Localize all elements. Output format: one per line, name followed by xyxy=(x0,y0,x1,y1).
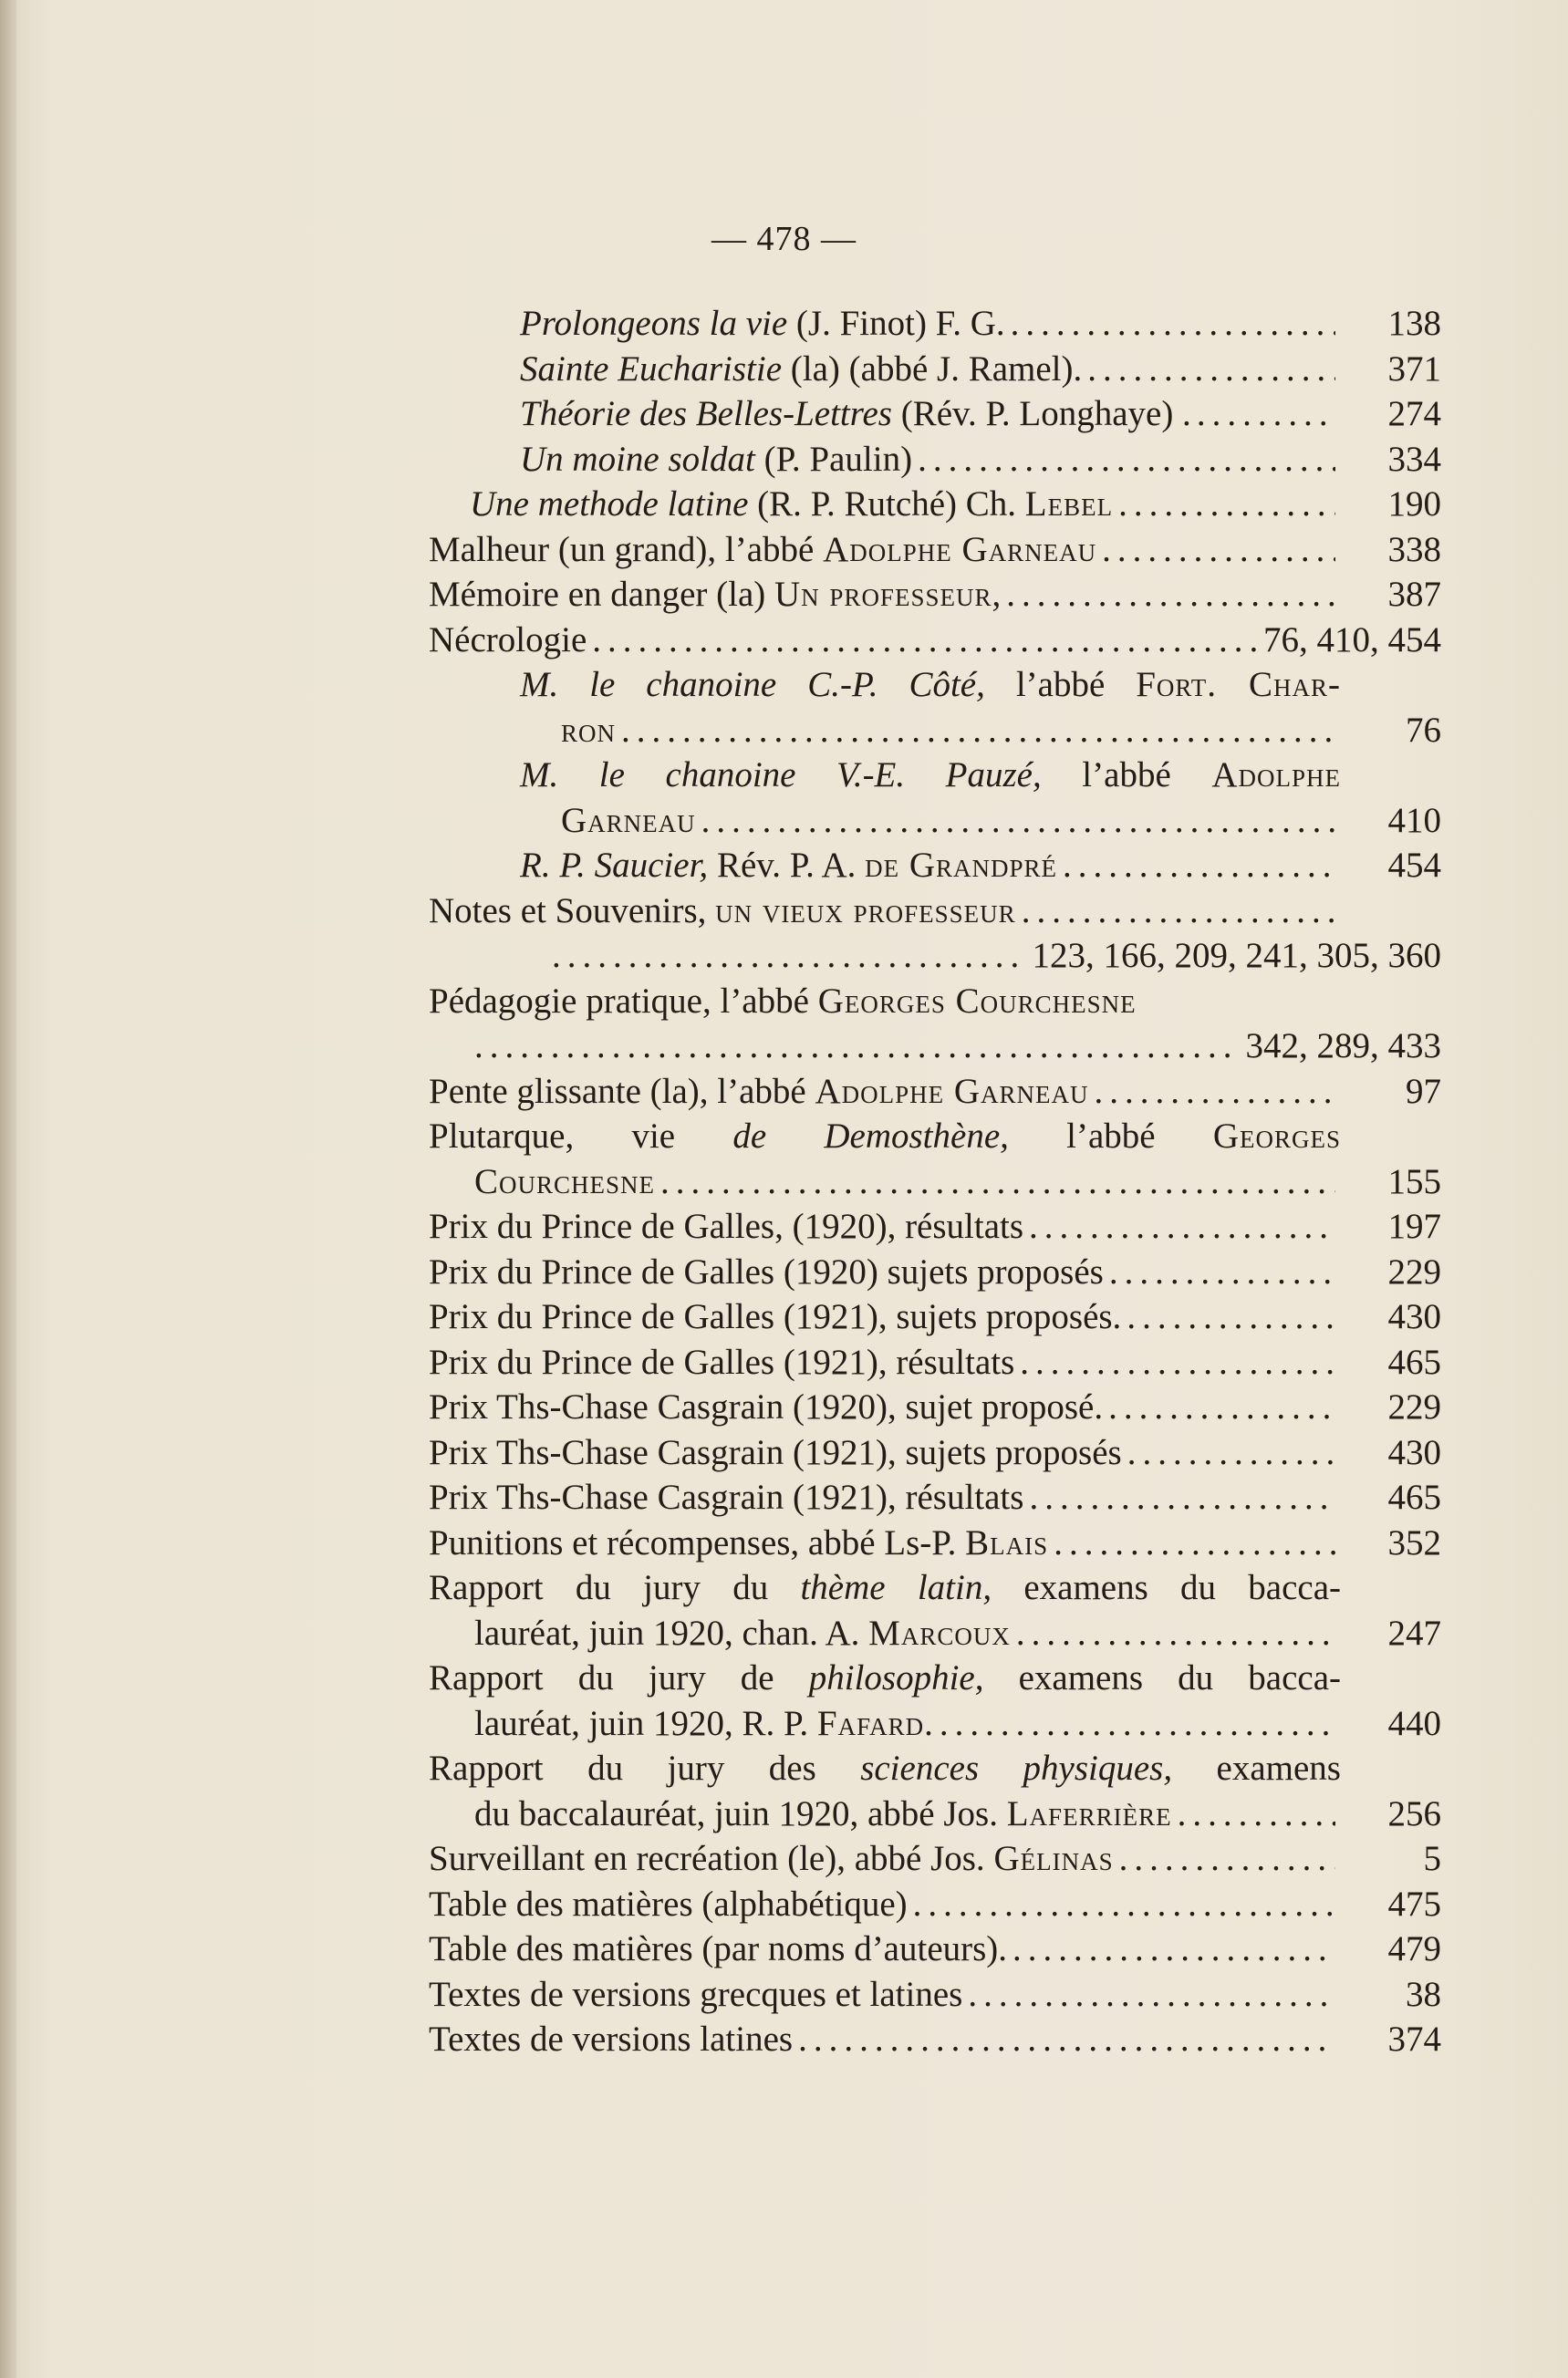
entry-text: Malheur (un grand), l’abbé xyxy=(429,529,824,569)
author-name: Adolphe Garneau xyxy=(815,1071,1089,1111)
entry-text: (Rév. P. Longhaye) . xyxy=(891,394,1191,433)
page-ref: 256 xyxy=(1387,1793,1441,1833)
dot-leader xyxy=(660,1159,1335,1205)
page-refs: 76, 410, 454 xyxy=(1263,619,1441,659)
dot-leader xyxy=(474,1023,1241,1069)
toc-entry-table-2 xyxy=(429,1926,1441,1972)
toc-entry-malheur xyxy=(429,527,1441,573)
dot-leader xyxy=(1109,1250,1335,1295)
dot-leader xyxy=(1022,888,1335,934)
dot-leader xyxy=(1063,843,1335,888)
toc-entry-prix-2 xyxy=(429,1250,1441,1295)
entry-text: Notes et Souvenirs, xyxy=(429,890,716,930)
dot-leader xyxy=(552,933,1027,979)
page-ref: 76 xyxy=(1406,710,1441,750)
author-name: Blais xyxy=(965,1522,1049,1563)
entry-title: philosophie, xyxy=(808,1658,984,1698)
entry-text: Pédagogie pratique, l’abbé xyxy=(429,981,818,1021)
entry-text: Nécrologie xyxy=(429,619,587,659)
toc-entry-pedagogie-line1 xyxy=(429,979,1441,1024)
binding-edge xyxy=(0,0,16,2378)
dot-leader xyxy=(1118,482,1335,527)
entry-text: Prix Ths-Chase Casgrain (1920), sujet proposé. xyxy=(429,1387,1104,1427)
entry-title: Théorie des Belles-Lettres xyxy=(520,394,892,433)
entry-title: R. P. Saucier, xyxy=(520,846,709,885)
page-ref: 475 xyxy=(1387,1884,1441,1924)
page-ref: 465 xyxy=(1387,1342,1441,1382)
toc-entry-prix-4 xyxy=(429,1340,1441,1386)
entry-text: Textes de versions grecques et latines xyxy=(429,1974,963,2014)
page-ref: 155 xyxy=(1387,1161,1441,1201)
page-number: — 478 — xyxy=(711,220,857,258)
entry-text: Surveillant en recréation (le), abbé Jos. xyxy=(429,1839,994,1878)
entry-text: Prix du Prince de Galles, (1920), résultats xyxy=(429,1207,1024,1246)
entry-text: Rapport du jury des xyxy=(429,1749,861,1788)
dot-leader xyxy=(1095,1069,1335,1115)
page-ref: 387 xyxy=(1387,575,1441,614)
author-name: Garneau xyxy=(561,800,696,840)
author-name: Courchesne xyxy=(474,1161,656,1201)
toc-entry-cote-line2 xyxy=(429,708,1441,753)
toc-entry-plutarque-line1 xyxy=(429,1114,1441,1159)
toc-entry-pente xyxy=(429,1069,1441,1115)
toc-entry-pauze-line1 xyxy=(429,753,1441,798)
toc-entry-rapport2-line1 xyxy=(429,1656,1441,1701)
dot-leader xyxy=(1011,301,1335,347)
author-name: Georges Courchesne xyxy=(817,981,1137,1021)
toc-entry-pauze-line2 xyxy=(429,798,1441,844)
entry-text: Textes de versions latines xyxy=(429,2020,794,2059)
entry-title: sciences physiques, xyxy=(860,1749,1173,1788)
toc-entry-notes-line2 xyxy=(429,933,1441,979)
author-name: Adolphe Garneau xyxy=(823,529,1097,569)
dot-leader xyxy=(968,1972,1335,2018)
dot-leader xyxy=(1108,1385,1335,1430)
entry-text: Table des matières (par noms d’auteurs). xyxy=(429,1929,1008,1968)
toc-entry-table-1 xyxy=(429,1882,1441,1927)
toc-entry-prix-1 xyxy=(429,1204,1441,1250)
toc-entry-notes-line1 xyxy=(429,888,1441,934)
toc-entry-cote-line1 xyxy=(429,662,1441,708)
toc-entry-moine xyxy=(429,437,1441,483)
page-ref: 430 xyxy=(1387,1432,1441,1472)
entry-text: Mémoire en danger (la) xyxy=(429,575,774,614)
toc-entry-theorie xyxy=(429,391,1441,437)
author-name: ron xyxy=(561,710,617,750)
page-ref: 454 xyxy=(1387,846,1441,885)
toc-entry-surveillant xyxy=(429,1836,1441,1882)
entry-text: (la) (abbé J. Ramel). xyxy=(782,348,1083,389)
toc-entry-prolongeons xyxy=(429,301,1441,347)
page-ref: 97 xyxy=(1406,1071,1441,1111)
toc-entry-saucier xyxy=(429,843,1441,888)
toc-entry-pedagogie-line2 xyxy=(429,1023,1441,1069)
toc-entry-punitions xyxy=(429,1521,1441,1566)
dot-leader xyxy=(1054,1521,1335,1566)
dot-leader xyxy=(940,1701,1335,1747)
toc-entry-necrologie xyxy=(429,618,1441,663)
page-ref: 190 xyxy=(1387,484,1441,524)
page-ref: 229 xyxy=(1387,1387,1441,1427)
entry-title: M. le chanoine C.-P. Côté, xyxy=(520,665,985,704)
entry-text: lauréat, juin 1920, R. P. xyxy=(474,1703,817,1743)
dot-leader xyxy=(1029,1475,1335,1521)
entry-text: du baccalauréat, juin 1920, abbé Jos. xyxy=(474,1793,1007,1833)
toc-entry-rapport3-line1 xyxy=(429,1746,1441,1791)
entry-title: de Demosthène, xyxy=(732,1116,1009,1156)
page-ref: 440 xyxy=(1387,1703,1441,1743)
dot-leader xyxy=(1119,1836,1335,1882)
entry-text: (R. P. Rutché) Ch. xyxy=(748,484,1025,524)
author-name: Adolphe xyxy=(1211,755,1341,794)
entry-title: Une methode latine xyxy=(470,484,749,524)
entry-text: (P. Paulin) xyxy=(754,439,913,479)
entry-text: Prix du Prince de Galles (1921), résultats xyxy=(429,1342,1015,1382)
dot-leader xyxy=(1087,347,1335,392)
page-refs: 342, 289, 433 xyxy=(1245,1026,1441,1065)
page-ref: 5 xyxy=(1423,1839,1441,1878)
entry-text: Rapport du jury de xyxy=(429,1658,809,1698)
dot-leader xyxy=(1102,527,1335,573)
author-name: Marcoux xyxy=(868,1613,1011,1653)
page-ref: 38 xyxy=(1406,1974,1441,2014)
author-name: Georges xyxy=(1212,1116,1341,1156)
dot-leader xyxy=(1197,391,1335,437)
page-ref: 479 xyxy=(1387,1929,1441,1968)
entry-suffix: , xyxy=(992,575,1002,614)
toc-entry-memoire xyxy=(429,572,1441,618)
toc-entry-rapport1-line1 xyxy=(429,1565,1441,1611)
entry-title: thème latin, xyxy=(800,1568,992,1607)
entry-text: examens du bacca- xyxy=(992,1568,1341,1607)
toc-entry-rapport1-line2 xyxy=(429,1611,1441,1656)
dot-leader xyxy=(1016,1611,1335,1656)
page-ref: 371 xyxy=(1387,348,1441,389)
toc-entry-plutarque-line2 xyxy=(429,1159,1441,1205)
entry-text: Rév. P. A. xyxy=(708,846,866,885)
entry-text: l’abbé xyxy=(984,665,1137,704)
dot-leader xyxy=(1127,1294,1335,1340)
page-refs: 123, 166, 209, 241, 305, 360 xyxy=(1032,936,1441,975)
page-ref: 334 xyxy=(1387,439,1441,479)
table-of-contents xyxy=(429,301,1441,2062)
page-ref: 410 xyxy=(1387,800,1441,840)
author-name: Lebel xyxy=(1024,484,1114,524)
page-ref: 197 xyxy=(1387,1207,1441,1246)
entry-text: Prix du Prince de Galles (1921), sujets proposés. xyxy=(429,1297,1122,1336)
page-ref: 274 xyxy=(1387,394,1441,433)
page-ref: 138 xyxy=(1387,304,1441,343)
dot-leader xyxy=(913,1882,1335,1927)
dot-leader xyxy=(1006,572,1335,618)
dot-leader xyxy=(592,618,1258,663)
dot-leader xyxy=(1012,1926,1335,1972)
entry-text: Prix Ths-Chase Casgrain (1921), sujets proposés xyxy=(429,1432,1122,1472)
entry-text: examens xyxy=(1172,1749,1341,1788)
dot-leader xyxy=(701,798,1335,844)
entry-text: Punitions et récompenses, abbé Ls-P. xyxy=(429,1522,966,1563)
toc-entry-textes-2 xyxy=(429,2017,1441,2062)
toc-entry-prix-7 xyxy=(429,1475,1441,1521)
page-ref: 430 xyxy=(1387,1297,1441,1336)
entry-text: lauréat, juin 1920, chan. A. xyxy=(474,1613,869,1653)
dot-leader xyxy=(798,2017,1335,2062)
dot-leader xyxy=(1020,1340,1335,1386)
toc-entry-rapport3-line2 xyxy=(429,1791,1441,1837)
entry-text: Plutarque, vie xyxy=(429,1116,733,1156)
dot-leader xyxy=(1127,1430,1335,1476)
page-ref: 465 xyxy=(1387,1478,1441,1517)
toc-entry-rapport2-line2 xyxy=(429,1701,1441,1747)
entry-text: Prix Ths-Chase Casgrain (1921), résultats xyxy=(429,1478,1024,1517)
author-name: Fort. Char- xyxy=(1136,665,1341,704)
page-ref: 374 xyxy=(1387,2020,1441,2059)
entry-text: (J. Finot) F. G. xyxy=(787,304,1005,343)
entry-text: Rapport du jury du xyxy=(429,1568,801,1607)
dot-leader xyxy=(918,437,1335,483)
entry-text: Table des matières (alphabétique) xyxy=(429,1884,908,1924)
toc-entry-prix-6 xyxy=(429,1430,1441,1476)
author-name: Gélinas xyxy=(993,1839,1114,1878)
dot-leader xyxy=(1029,1204,1335,1250)
page-ref: 247 xyxy=(1387,1613,1441,1653)
author-name: de Grandpré xyxy=(865,846,1058,885)
toc-entry-eucharistie xyxy=(429,347,1441,392)
toc-entry-prix-3 xyxy=(429,1294,1441,1340)
entry-text: Prix du Prince de Galles (1920) sujets proposés xyxy=(429,1251,1104,1292)
dot-leader xyxy=(1178,1791,1335,1837)
entry-text: l’abbé xyxy=(1008,1116,1213,1156)
author-name: un vieux professeur xyxy=(715,890,1016,930)
author-name: Un professeur xyxy=(774,575,992,614)
toc-entry-prix-5 xyxy=(429,1385,1441,1430)
toc-entry-textes-1 xyxy=(429,1972,1441,2018)
entry-title: Un moine soldat xyxy=(520,439,755,479)
entry-title: Prolongeons la vie xyxy=(520,304,788,343)
toc-entry-methode xyxy=(429,482,1441,527)
page-ref: 352 xyxy=(1387,1522,1441,1563)
author-name: Laferrière xyxy=(1006,1793,1172,1833)
entry-title: M. le chanoine V.-E. Pauzé, xyxy=(520,755,1042,794)
dot-leader xyxy=(621,708,1335,753)
author-name: Fafard. xyxy=(816,1703,934,1743)
entry-text: examens du bacca- xyxy=(983,1658,1341,1698)
entry-text: Pente glissante (la), l’abbé xyxy=(429,1071,815,1111)
page-ref: 338 xyxy=(1387,529,1441,569)
entry-title: Sainte Eucharistie xyxy=(520,348,783,389)
entry-text: l’abbé xyxy=(1041,755,1212,794)
page-ref: 229 xyxy=(1387,1251,1441,1292)
